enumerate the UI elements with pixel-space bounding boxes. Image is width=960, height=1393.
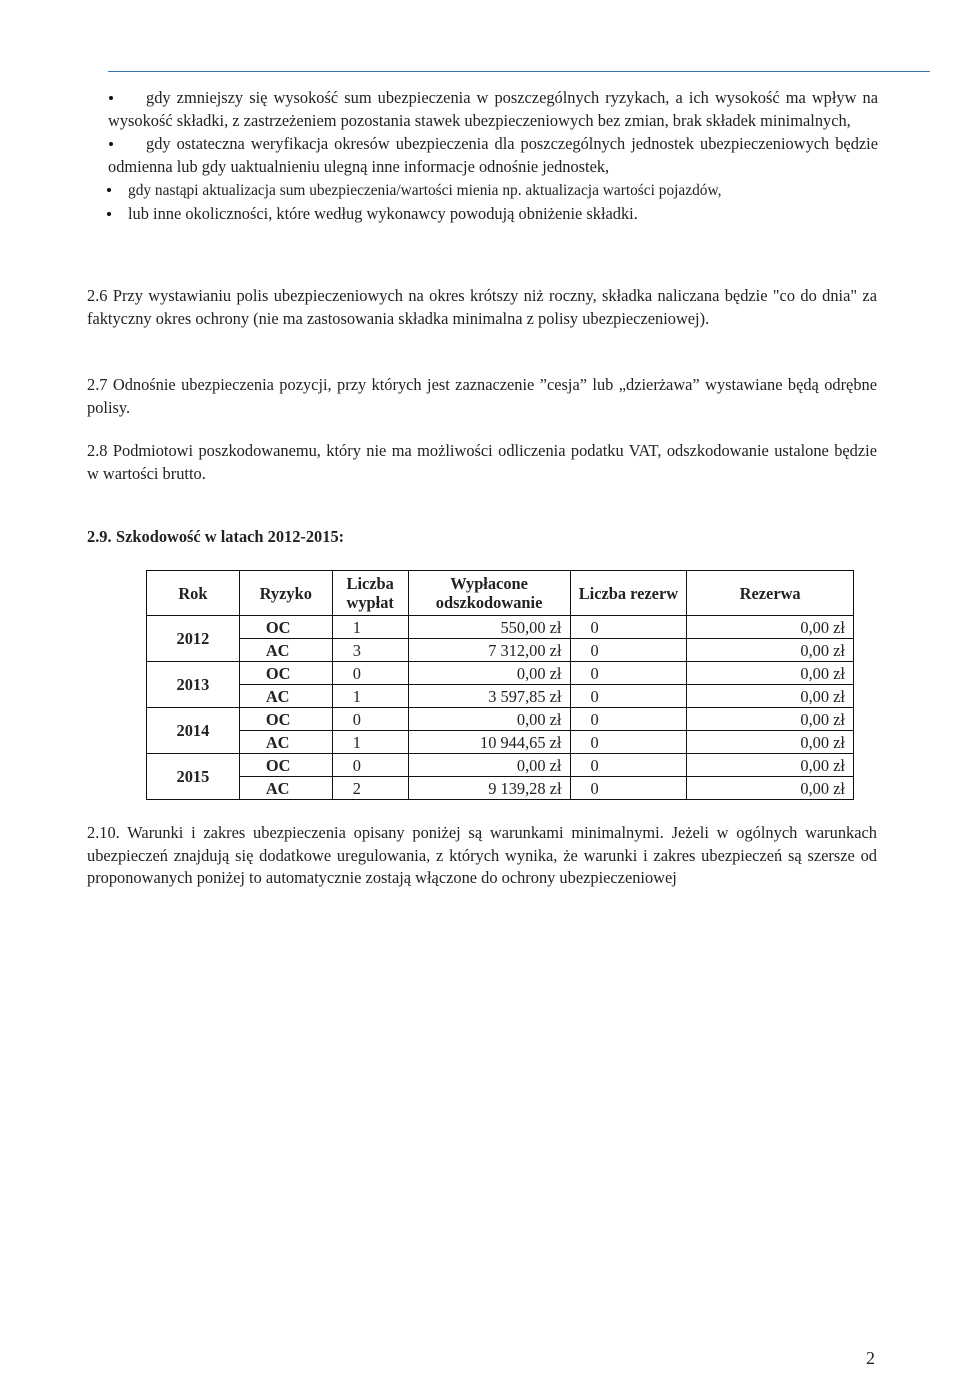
paragraph-number: 2.10. <box>87 823 120 842</box>
year-cell: 2014 <box>147 708 240 754</box>
heading-text: Szkodowość w latach 2012-2015: <box>116 527 345 546</box>
paragraph-text: 6 Przy wystawianiu polis ubezpieczeniowych na okres krótszy niż roczny, składka naliczana będzie "co do dnia" za faktyczny okres ochrony (nie ma zastosowania składka minimalna z polisy ubezpieczeniowej). <box>87 286 877 328</box>
risk-cell: AC <box>239 685 332 708</box>
reserve-cell: 0,00 zł <box>687 662 854 685</box>
reserve-cell: 0,00 zł <box>687 731 854 754</box>
table-header-row <box>147 571 854 616</box>
risk-cell: OC <box>239 708 332 731</box>
paid-cell: 10 944,65 zł <box>408 731 570 754</box>
bullet-icon <box>107 188 111 192</box>
bullet-item <box>108 178 878 202</box>
paid-cell: 0,00 zł <box>408 708 570 731</box>
paid-cell: 7 312,00 zł <box>408 639 570 662</box>
paid-cell: 9 139,28 zł <box>408 777 570 800</box>
bullet-text: gdy ostateczna weryfikacja okresów ubezpieczenia dla poszczególnych jednostek ubezpieczeniowych będzie odmienna lub gdy uaktualnieniu ulegną inne informacje odnośnie jednostek, <box>108 134 878 176</box>
paragraph-number: 2. <box>87 375 100 394</box>
bullet-item <box>108 86 878 132</box>
reserve-cell: 0,00 zł <box>687 639 854 662</box>
payout-count-cell: 1 <box>332 616 408 639</box>
col-header-risk: Ryzyko <box>239 571 332 616</box>
table-row <box>147 777 854 800</box>
payout-count-cell: 2 <box>332 777 408 800</box>
bullet-item <box>108 202 878 225</box>
reserve-count-cell: 0 <box>570 731 687 754</box>
paragraph-2-10 <box>87 822 877 890</box>
risk-cell: AC <box>239 731 332 754</box>
risk-cell: OC <box>239 616 332 639</box>
page-number: 2 <box>866 1348 875 1368</box>
reserve-count-cell: 0 <box>570 708 687 731</box>
payout-count-cell: 3 <box>332 639 408 662</box>
reserve-count-cell: 0 <box>570 639 687 662</box>
bullet-text: gdy zmniejszy się wysokość sum ubezpieczenia w poszczególnych ryzykach, a ich wysokość ma wpływ na wysokość składki, z zastrzeżeniem pozostania stawek ubezpieczeniowych bez zmian, brak składek minimalnych, <box>108 88 878 130</box>
paragraph-text: 7 Odnośnie ubezpieczenia pozycji, przy których jest zaznaczenie ”cesja” lub „dzierżawa” wystawiane będą odrębne polisy. <box>87 375 877 417</box>
payout-count-cell: 0 <box>332 662 408 685</box>
paragraph-2-8 <box>87 440 877 485</box>
payout-count-cell: 1 <box>332 731 408 754</box>
paragraph-number: 2. <box>87 441 100 460</box>
claims-table <box>146 570 854 800</box>
section-heading-2-9 <box>87 527 344 547</box>
reserve-cell: 0,00 zł <box>687 616 854 639</box>
risk-cell: OC <box>239 754 332 777</box>
reserve-cell: 0,00 zł <box>687 777 854 800</box>
bullet-icon <box>109 142 113 146</box>
reserve-count-cell: 0 <box>570 777 687 800</box>
bullet-icon <box>107 212 111 216</box>
table-row <box>147 616 854 639</box>
conditions-bullet-list <box>108 86 878 225</box>
heading-number: 2.9. <box>87 527 112 546</box>
col-header-payout-count: Liczba wypłat <box>332 571 408 616</box>
paragraph-text: Warunki i zakres ubezpieczenia opisany poniżej są warunkami minimalnymi. Jeżeli w ogólnych warunkach ubezpieczeń znajdują się dodatkowe uregulowania, z których wynika, że warunki i zakres ubezpieczeń są szersze od proponowanych poniżej to automatycznie zostają włączone do ochrony ubezpieczeniowej <box>87 823 877 887</box>
payout-count-cell: 1 <box>332 685 408 708</box>
paragraph-number: 2. <box>87 286 100 305</box>
table-row <box>147 754 854 777</box>
paid-cell: 3 597,85 zł <box>408 685 570 708</box>
payout-count-cell: 0 <box>332 754 408 777</box>
table-row <box>147 731 854 754</box>
reserve-cell: 0,00 zł <box>687 685 854 708</box>
col-header-year: Rok <box>147 571 240 616</box>
reserve-cell: 0,00 zł <box>687 754 854 777</box>
header-rule <box>108 71 930 72</box>
year-cell: 2012 <box>147 616 240 662</box>
paid-cell: 0,00 zł <box>408 754 570 777</box>
risk-cell: AC <box>239 777 332 800</box>
paragraph-text: 8 Podmiotowi poszkodowanemu, który nie ma możliwości odliczenia podatku VAT, odszkodowanie ustalone będzie w wartości brutto. <box>87 441 877 483</box>
table-row <box>147 708 854 731</box>
reserve-count-cell: 0 <box>570 754 687 777</box>
reserve-count-cell: 0 <box>570 616 687 639</box>
col-header-reserve-count: Liczba rezerw <box>570 571 687 616</box>
bullet-text: gdy nastąpi aktualizacja sum ubezpieczenia/wartości mienia np. aktualizacja wartości pojazdów, <box>128 182 722 199</box>
table-row <box>147 639 854 662</box>
paragraph-2-7 <box>87 374 877 419</box>
year-cell: 2013 <box>147 662 240 708</box>
table-row <box>147 685 854 708</box>
bullet-item <box>108 132 878 178</box>
risk-cell: OC <box>239 662 332 685</box>
col-header-reserve: Rezerwa <box>687 571 854 616</box>
bullet-text: lub inne okoliczności, które według wykonawcy powodują obniżenie składki. <box>128 204 638 223</box>
year-cell: 2015 <box>147 754 240 800</box>
reserve-count-cell: 0 <box>570 685 687 708</box>
paragraph-2-6 <box>87 285 877 330</box>
bullet-icon <box>109 96 113 100</box>
reserve-cell: 0,00 zł <box>687 708 854 731</box>
table-row <box>147 662 854 685</box>
col-header-paid-compensation: Wypłacone odszkodowanie <box>408 571 570 616</box>
paid-cell: 0,00 zł <box>408 662 570 685</box>
reserve-count-cell: 0 <box>570 662 687 685</box>
risk-cell: AC <box>239 639 332 662</box>
paid-cell: 550,00 zł <box>408 616 570 639</box>
payout-count-cell: 0 <box>332 708 408 731</box>
